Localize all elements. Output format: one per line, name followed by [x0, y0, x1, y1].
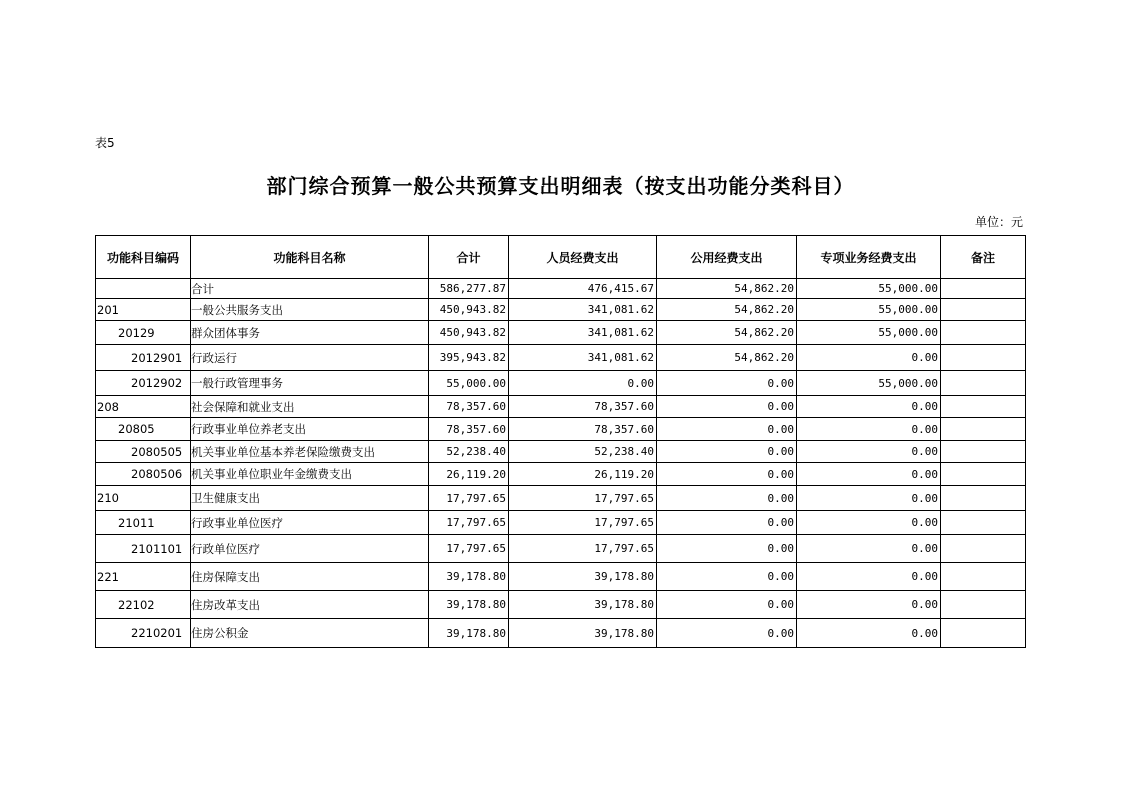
cell-personnel: 39,178.80 [509, 563, 657, 591]
cell-personnel: 476,415.67 [509, 279, 657, 299]
cell-public: 0.00 [657, 418, 797, 441]
table-row [96, 321, 1026, 345]
cell-total: 395,943.82 [429, 345, 509, 371]
cell-remark [941, 321, 1026, 345]
cell-code: 2012901 [96, 345, 191, 371]
cell-public: 0.00 [657, 563, 797, 591]
table-row [96, 345, 1026, 371]
cell-code: 20129 [96, 321, 191, 345]
table-row [96, 279, 1026, 299]
cell-remark [941, 299, 1026, 321]
cell-personnel: 0.00 [509, 371, 657, 396]
table-number: 表5 [95, 136, 115, 150]
cell-remark [941, 563, 1026, 591]
cell-public: 54,862.20 [657, 345, 797, 371]
cell-personnel: 52,238.40 [509, 441, 657, 463]
cell-personnel: 26,119.20 [509, 463, 657, 486]
column-header-remark: 备注 [941, 236, 1026, 279]
cell-code: 21011 [96, 511, 191, 535]
cell-code: 210 [96, 486, 191, 511]
table-row [96, 371, 1026, 396]
table-row [96, 591, 1026, 619]
cell-public: 0.00 [657, 463, 797, 486]
column-header-code: 功能科目编码 [96, 236, 191, 279]
cell-name: 行政运行 [191, 345, 429, 371]
cell-special: 0.00 [797, 511, 941, 535]
cell-name: 住房改革支出 [191, 591, 429, 619]
table-row [96, 619, 1026, 648]
cell-personnel: 17,797.65 [509, 511, 657, 535]
cell-personnel: 39,178.80 [509, 619, 657, 648]
cell-code: 22102 [96, 591, 191, 619]
cell-code: 2012902 [96, 371, 191, 396]
cell-special: 0.00 [797, 535, 941, 563]
cell-name: 行政事业单位医疗 [191, 511, 429, 535]
cell-name: 群众团体事务 [191, 321, 429, 345]
cell-remark [941, 345, 1026, 371]
cell-name: 行政单位医疗 [191, 535, 429, 563]
cell-public: 54,862.20 [657, 299, 797, 321]
cell-code: 20805 [96, 418, 191, 441]
cell-remark [941, 486, 1026, 511]
column-header-name: 功能科目名称 [191, 236, 429, 279]
cell-code [96, 279, 191, 299]
cell-total: 78,357.60 [429, 418, 509, 441]
cell-public: 0.00 [657, 396, 797, 418]
column-header-special: 专项业务经费支出 [797, 236, 941, 279]
cell-public: 54,862.20 [657, 279, 797, 299]
cell-remark [941, 441, 1026, 463]
cell-total: 17,797.65 [429, 511, 509, 535]
cell-name: 住房公积金 [191, 619, 429, 648]
cell-personnel: 17,797.65 [509, 535, 657, 563]
table-row [96, 299, 1026, 321]
cell-remark [941, 279, 1026, 299]
cell-special: 0.00 [797, 418, 941, 441]
cell-total: 586,277.87 [429, 279, 509, 299]
cell-public: 0.00 [657, 535, 797, 563]
table-row [96, 463, 1026, 486]
table-row [96, 441, 1026, 463]
cell-public: 54,862.20 [657, 321, 797, 345]
column-header-personnel: 人员经费支出 [509, 236, 657, 279]
cell-name: 行政事业单位养老支出 [191, 418, 429, 441]
cell-name: 社会保障和就业支出 [191, 396, 429, 418]
column-header-public: 公用经费支出 [657, 236, 797, 279]
cell-code: 2080506 [96, 463, 191, 486]
cell-special: 55,000.00 [797, 299, 941, 321]
cell-remark [941, 591, 1026, 619]
table-header-row [96, 236, 1026, 279]
cell-name: 卫生健康支出 [191, 486, 429, 511]
cell-total: 78,357.60 [429, 396, 509, 418]
cell-remark [941, 463, 1026, 486]
cell-personnel: 78,357.60 [509, 396, 657, 418]
cell-special: 0.00 [797, 591, 941, 619]
cell-personnel: 78,357.60 [509, 418, 657, 441]
cell-personnel: 39,178.80 [509, 591, 657, 619]
cell-total: 26,119.20 [429, 463, 509, 486]
table-row [96, 418, 1026, 441]
cell-public: 0.00 [657, 591, 797, 619]
page-title: 部门综合预算一般公共预算支出明细表（按支出功能分类科目） [266, 174, 855, 198]
cell-total: 450,943.82 [429, 321, 509, 345]
table-row [96, 486, 1026, 511]
cell-name: 一般公共服务支出 [191, 299, 429, 321]
cell-remark [941, 511, 1026, 535]
cell-special: 0.00 [797, 619, 941, 648]
budget-table [95, 235, 1026, 648]
cell-code: 208 [96, 396, 191, 418]
column-header-total: 合计 [429, 236, 509, 279]
cell-total: 450,943.82 [429, 299, 509, 321]
cell-personnel: 17,797.65 [509, 486, 657, 511]
cell-total: 17,797.65 [429, 486, 509, 511]
cell-public: 0.00 [657, 619, 797, 648]
cell-total: 17,797.65 [429, 535, 509, 563]
cell-name: 机关事业单位基本养老保险缴费支出 [191, 441, 429, 463]
cell-code: 221 [96, 563, 191, 591]
cell-personnel: 341,081.62 [509, 321, 657, 345]
cell-code: 2210201 [96, 619, 191, 648]
cell-personnel: 341,081.62 [509, 345, 657, 371]
cell-public: 0.00 [657, 441, 797, 463]
cell-public: 0.00 [657, 486, 797, 511]
cell-total: 52,238.40 [429, 441, 509, 463]
cell-total: 39,178.80 [429, 563, 509, 591]
cell-remark [941, 396, 1026, 418]
cell-special: 0.00 [797, 486, 941, 511]
cell-special: 0.00 [797, 463, 941, 486]
cell-special: 0.00 [797, 396, 941, 418]
cell-special: 55,000.00 [797, 321, 941, 345]
cell-total: 39,178.80 [429, 591, 509, 619]
cell-code: 2080505 [96, 441, 191, 463]
cell-name: 住房保障支出 [191, 563, 429, 591]
cell-public: 0.00 [657, 511, 797, 535]
table-row [96, 396, 1026, 418]
cell-name: 合计 [191, 279, 429, 299]
table-row [96, 511, 1026, 535]
table-row [96, 535, 1026, 563]
cell-name: 一般行政管理事务 [191, 371, 429, 396]
cell-special: 0.00 [797, 563, 941, 591]
cell-special: 55,000.00 [797, 279, 941, 299]
cell-code: 201 [96, 299, 191, 321]
cell-special: 0.00 [797, 345, 941, 371]
cell-special: 55,000.00 [797, 371, 941, 396]
cell-code: 2101101 [96, 535, 191, 563]
cell-public: 0.00 [657, 371, 797, 396]
cell-special: 0.00 [797, 441, 941, 463]
cell-remark [941, 535, 1026, 563]
cell-remark [941, 418, 1026, 441]
unit-label: 单位：元 [974, 215, 1023, 229]
cell-personnel: 341,081.62 [509, 299, 657, 321]
cell-remark [941, 371, 1026, 396]
table-row [96, 563, 1026, 591]
cell-remark [941, 619, 1026, 648]
cell-total: 55,000.00 [429, 371, 509, 396]
cell-total: 39,178.80 [429, 619, 509, 648]
cell-name: 机关事业单位职业年金缴费支出 [191, 463, 429, 486]
